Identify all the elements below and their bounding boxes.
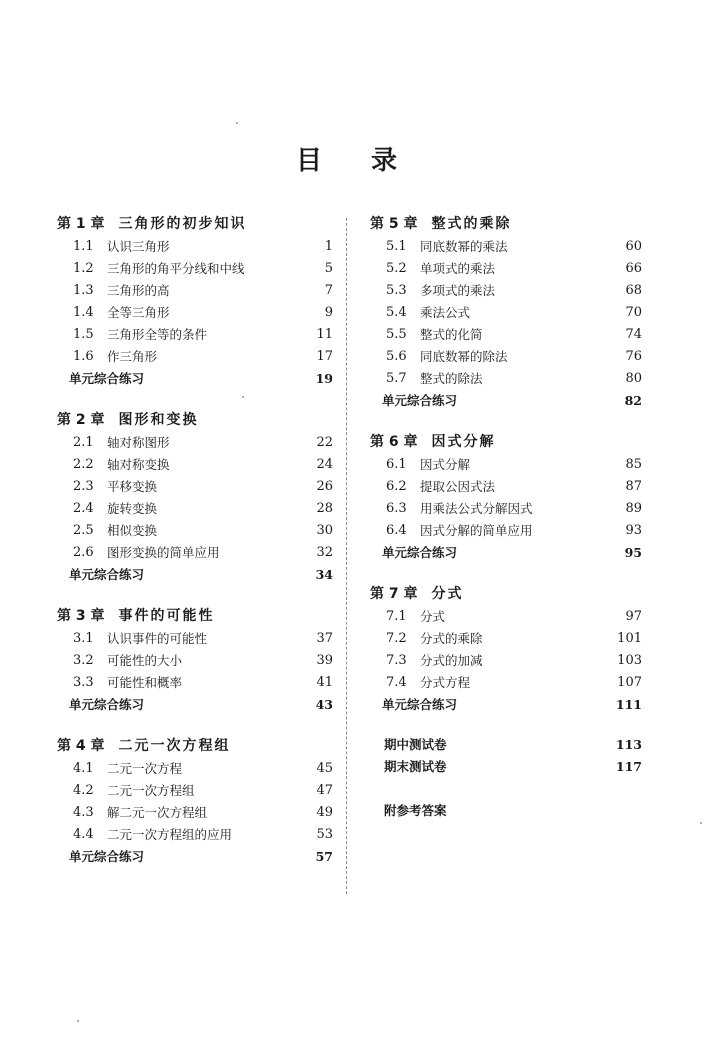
section-entry[interactable] xyxy=(370,606,642,628)
unit-review-entry[interactable] xyxy=(370,542,642,564)
section-page: 66 xyxy=(625,261,642,276)
unit-review-title: 单元综合练习 xyxy=(382,697,458,712)
section-title: 同底数幂的除法 xyxy=(420,349,508,364)
chapter-heading[interactable] xyxy=(57,734,333,758)
section-number: 5.4 xyxy=(386,305,407,320)
section-number: 1.2 xyxy=(73,261,94,276)
section-entry[interactable] xyxy=(370,520,642,542)
section-number: 2.6 xyxy=(73,545,94,560)
unit-review-page: 34 xyxy=(315,567,333,582)
unit-review-page: 19 xyxy=(315,371,333,386)
section-number: 2.4 xyxy=(73,501,94,516)
section-entry[interactable] xyxy=(57,324,333,346)
section-title: 可能性和概率 xyxy=(107,675,183,690)
section-page: 1 xyxy=(324,239,333,254)
section-number: 2.1 xyxy=(73,435,94,450)
section-page: 7 xyxy=(324,283,333,298)
unit-review-title: 单元综合练习 xyxy=(69,849,145,864)
section-page: 85 xyxy=(625,457,642,472)
section-entry[interactable] xyxy=(57,302,333,324)
section-entry[interactable] xyxy=(370,258,642,280)
section-entry[interactable] xyxy=(370,280,642,302)
chapter-heading[interactable] xyxy=(57,408,333,432)
section-title: 整式的除法 xyxy=(420,371,483,386)
section-title: 解二元一次方程组 xyxy=(107,805,208,820)
section-entry[interactable] xyxy=(57,280,333,302)
section-title: 单项式的乘法 xyxy=(420,261,496,276)
section-title: 三角形的高 xyxy=(107,283,170,298)
section-title: 二元一次方程组的应用 xyxy=(107,827,233,842)
section-entry[interactable] xyxy=(57,802,333,824)
chapter-block xyxy=(370,582,642,716)
section-number: 7.2 xyxy=(386,631,407,646)
unit-review-page: 57 xyxy=(315,849,333,864)
section-title: 分式方程 xyxy=(420,675,471,690)
chapter-block xyxy=(370,430,642,564)
section-number: 6.3 xyxy=(386,501,407,516)
section-page: 5 xyxy=(324,261,333,276)
unit-review-page: 95 xyxy=(624,545,642,560)
section-number: 2.5 xyxy=(73,523,94,538)
chapter-block xyxy=(370,212,642,412)
section-page: 28 xyxy=(316,501,333,516)
section-title: 乘法公式 xyxy=(420,305,471,320)
section-number: 4.3 xyxy=(73,805,94,820)
scan-speck xyxy=(242,396,244,398)
section-title: 图形变换的简单应用 xyxy=(107,545,220,560)
section-title: 平移变换 xyxy=(107,479,158,494)
section-number: 5.7 xyxy=(386,371,407,386)
chapter-heading[interactable] xyxy=(370,430,642,454)
section-number: 1.1 xyxy=(73,239,94,254)
chapter-block xyxy=(57,604,333,716)
section-page: 39 xyxy=(316,653,333,668)
section-number: 1.4 xyxy=(73,305,94,320)
section-title: 同底数幂的乘法 xyxy=(420,239,508,254)
chapter-heading[interactable] xyxy=(370,582,642,606)
unit-review-entry[interactable] xyxy=(57,694,333,716)
section-entry[interactable] xyxy=(57,824,333,846)
section-number: 6.4 xyxy=(386,523,407,538)
section-entry[interactable] xyxy=(57,542,333,564)
chapter-title: 事件的可能性 xyxy=(118,608,215,624)
column-divider xyxy=(346,218,347,894)
section-page: 47 xyxy=(316,783,333,798)
section-number: 4.2 xyxy=(73,783,94,798)
section-page: 32 xyxy=(316,545,333,560)
section-entry[interactable] xyxy=(370,346,642,368)
chapter-block xyxy=(57,212,333,390)
toc-extras xyxy=(370,734,642,822)
section-entry[interactable] xyxy=(57,258,333,280)
section-number: 5.6 xyxy=(386,349,407,364)
section-number: 1.6 xyxy=(73,349,94,364)
section-page: 87 xyxy=(625,479,642,494)
section-page: 26 xyxy=(316,479,333,494)
section-entry[interactable] xyxy=(57,454,333,476)
section-title: 全等三角形 xyxy=(107,305,170,320)
section-entry[interactable] xyxy=(57,476,333,498)
section-page: 103 xyxy=(617,653,642,668)
section-title: 三角形全等的条件 xyxy=(107,327,208,342)
section-title: 多项式的乘法 xyxy=(420,283,496,298)
chapter-title: 因式分解 xyxy=(431,434,496,450)
section-page: 68 xyxy=(625,283,642,298)
section-entry[interactable] xyxy=(370,498,642,520)
section-number: 5.3 xyxy=(386,283,407,298)
section-title: 认识三角形 xyxy=(107,239,170,254)
section-title: 分式的加减 xyxy=(420,653,483,668)
page-title: 目 录 xyxy=(295,146,418,176)
section-title: 轴对称图形 xyxy=(107,435,170,450)
final-exam-entry-page: 117 xyxy=(615,759,642,774)
section-entry[interactable] xyxy=(57,650,333,672)
scan-speck xyxy=(236,122,238,124)
toc-left-column xyxy=(57,212,333,886)
unit-review-title: 单元综合练习 xyxy=(69,371,145,386)
chapter-label: 第 7 章 xyxy=(370,586,418,602)
chapter-heading[interactable] xyxy=(57,604,333,628)
midterm-exam-entry[interactable] xyxy=(370,734,642,756)
chapter-title: 分式 xyxy=(431,586,464,602)
unit-review-title: 单元综合练习 xyxy=(382,545,458,560)
chapter-heading[interactable] xyxy=(370,212,642,236)
chapter-block xyxy=(57,408,333,586)
section-entry[interactable] xyxy=(57,346,333,368)
section-entry[interactable] xyxy=(370,324,642,346)
section-title: 旋转变换 xyxy=(107,501,158,516)
section-entry[interactable] xyxy=(370,650,642,672)
section-number: 5.1 xyxy=(386,239,407,254)
section-page: 89 xyxy=(625,501,642,516)
section-title: 提取公因式法 xyxy=(420,479,496,494)
answers-entry[interactable] xyxy=(370,800,642,822)
section-title: 因式分解 xyxy=(420,457,471,472)
section-entry[interactable] xyxy=(57,628,333,650)
spacer xyxy=(370,778,642,800)
chapter-label: 第 1 章 xyxy=(57,216,105,232)
section-number: 1.5 xyxy=(73,327,94,342)
section-entry[interactable] xyxy=(57,672,333,694)
section-number: 5.2 xyxy=(386,261,407,276)
section-page: 60 xyxy=(625,239,642,254)
section-page: 49 xyxy=(316,805,333,820)
section-entry[interactable] xyxy=(370,368,642,390)
chapter-title: 三角形的初步知识 xyxy=(118,216,247,232)
final-exam-entry-title: 期末测试卷 xyxy=(384,759,447,774)
section-entry[interactable] xyxy=(370,236,642,258)
section-page: 76 xyxy=(625,349,642,364)
section-page: 9 xyxy=(324,305,333,320)
section-page: 101 xyxy=(617,631,642,646)
section-title: 分式的乘除 xyxy=(420,631,483,646)
section-entry[interactable] xyxy=(370,302,642,324)
section-number: 2.3 xyxy=(73,479,94,494)
section-title: 作三角形 xyxy=(107,349,158,364)
section-entry[interactable] xyxy=(57,498,333,520)
section-entry[interactable] xyxy=(370,476,642,498)
section-title: 轴对称变换 xyxy=(107,457,170,472)
section-title: 整式的化简 xyxy=(420,327,483,342)
chapter-title: 二元一次方程组 xyxy=(118,738,231,754)
chapter-label: 第 6 章 xyxy=(370,434,418,450)
scan-speck xyxy=(77,1020,79,1022)
section-page: 37 xyxy=(316,631,333,646)
section-page: 74 xyxy=(625,327,642,342)
section-page: 11 xyxy=(316,327,333,342)
section-entry[interactable] xyxy=(57,758,333,780)
section-page: 97 xyxy=(625,609,642,624)
section-page: 80 xyxy=(625,371,642,386)
section-title: 相似变换 xyxy=(107,523,158,538)
section-title: 因式分解的简单应用 xyxy=(420,523,533,538)
section-number: 4.4 xyxy=(73,827,94,842)
unit-review-entry[interactable] xyxy=(57,368,333,390)
section-number: 4.1 xyxy=(73,761,94,776)
section-number: 2.2 xyxy=(73,457,94,472)
section-page: 45 xyxy=(316,761,333,776)
section-page: 41 xyxy=(316,675,333,690)
section-number: 5.5 xyxy=(386,327,407,342)
unit-review-title: 单元综合练习 xyxy=(69,697,145,712)
section-page: 30 xyxy=(316,523,333,538)
section-title: 可能性的大小 xyxy=(107,653,183,668)
midterm-exam-entry-page: 113 xyxy=(615,737,642,752)
unit-review-entry[interactable] xyxy=(57,564,333,586)
section-number: 7.3 xyxy=(386,653,407,668)
midterm-exam-entry-title: 期中测试卷 xyxy=(384,737,447,752)
unit-review-entry[interactable] xyxy=(370,390,642,412)
section-page: 70 xyxy=(625,305,642,320)
section-title: 二元一次方程 xyxy=(107,761,183,776)
chapter-label: 第 4 章 xyxy=(57,738,105,754)
section-entry[interactable] xyxy=(57,520,333,542)
chapter-title: 整式的乘除 xyxy=(431,216,512,232)
section-title: 三角形的角平分线和中线 xyxy=(107,261,245,276)
section-page: 17 xyxy=(316,349,333,364)
section-title: 二元一次方程组 xyxy=(107,783,195,798)
section-number: 6.2 xyxy=(386,479,407,494)
section-entry[interactable] xyxy=(370,628,642,650)
section-entry[interactable] xyxy=(57,432,333,454)
section-entry[interactable] xyxy=(57,236,333,258)
unit-review-title: 单元综合练习 xyxy=(382,393,458,408)
unit-review-page: 82 xyxy=(624,393,642,408)
chapter-title: 图形和变换 xyxy=(118,412,199,428)
section-number: 3.3 xyxy=(73,675,94,690)
section-number: 7.1 xyxy=(386,609,407,624)
section-page: 24 xyxy=(316,457,333,472)
chapter-block xyxy=(57,734,333,868)
answers-title: 附参考答案 xyxy=(384,803,447,818)
section-entry[interactable] xyxy=(370,454,642,476)
section-number: 1.3 xyxy=(73,283,94,298)
section-title: 分式 xyxy=(420,609,446,624)
unit-review-page: 111 xyxy=(615,697,642,712)
chapter-label: 第 3 章 xyxy=(57,608,105,624)
section-title: 用乘法公式分解因式 xyxy=(420,501,533,516)
toc-right-column xyxy=(370,212,642,822)
section-title: 认识事件的可能性 xyxy=(107,631,208,646)
final-exam-entry[interactable] xyxy=(370,756,642,778)
section-entry[interactable] xyxy=(370,672,642,694)
chapter-heading[interactable] xyxy=(57,212,333,236)
unit-review-entry[interactable] xyxy=(370,694,642,716)
chapter-label: 第 2 章 xyxy=(57,412,105,428)
section-page: 22 xyxy=(316,435,333,450)
section-number: 7.4 xyxy=(386,675,407,690)
section-page: 53 xyxy=(316,827,333,842)
unit-review-entry[interactable] xyxy=(57,846,333,868)
chapter-label: 第 5 章 xyxy=(370,216,418,232)
unit-review-title: 单元综合练习 xyxy=(69,567,145,582)
section-entry[interactable] xyxy=(57,780,333,802)
section-page: 93 xyxy=(625,523,642,538)
section-number: 6.1 xyxy=(386,457,407,472)
section-number: 3.2 xyxy=(73,653,94,668)
scan-speck xyxy=(700,822,702,824)
unit-review-page: 43 xyxy=(315,697,333,712)
section-number: 3.1 xyxy=(73,631,94,646)
section-page: 107 xyxy=(617,675,642,690)
